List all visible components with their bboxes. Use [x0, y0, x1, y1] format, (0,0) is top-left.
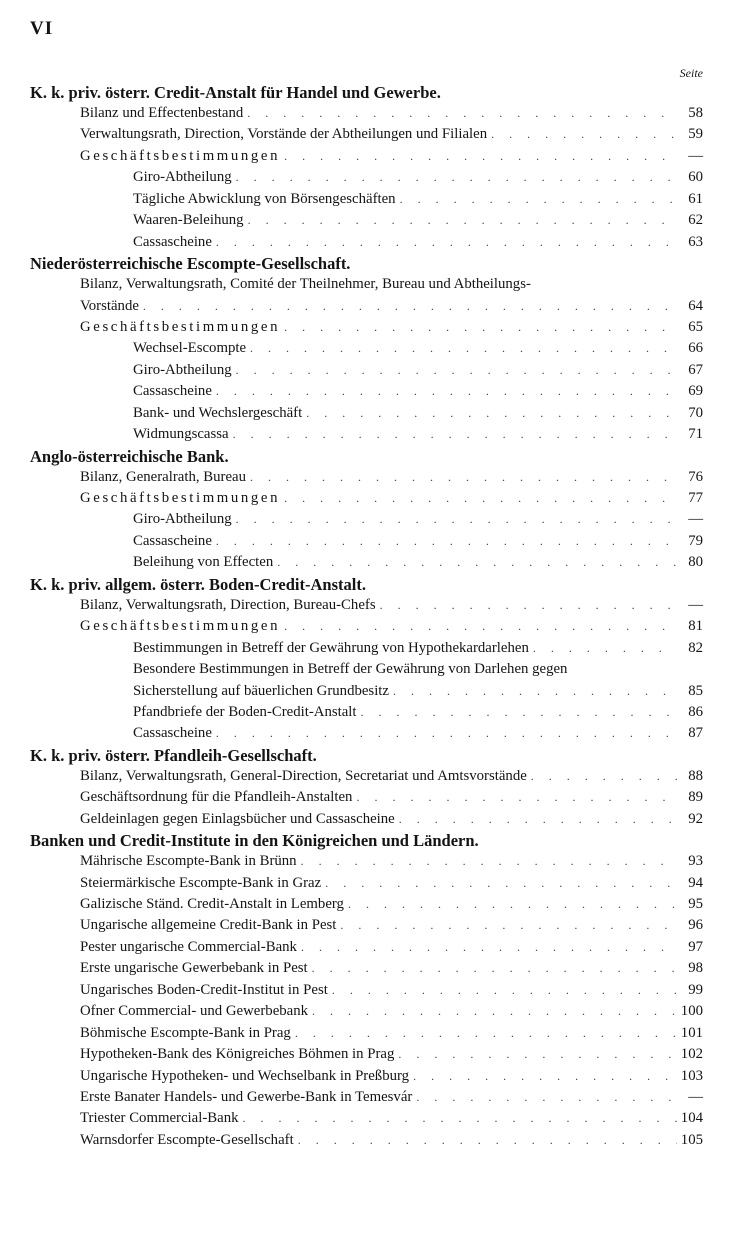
toc-entry	[133, 509, 703, 530]
toc-entry	[80, 1001, 703, 1022]
leader-dots	[413, 1066, 677, 1087]
leader-dots	[233, 424, 677, 445]
toc-entry-label: Verwaltungsrath, Direction, Vorstände der Abtheilungen und Filialen	[80, 126, 488, 143]
toc-page-number: 93	[688, 853, 703, 870]
toc-entry	[80, 595, 703, 616]
leader-dots	[301, 937, 677, 958]
toc-entry-label: Erste ungarische Gewerbebank in Pest	[80, 960, 308, 977]
section-heading: K. k. priv. allgem. österr. Boden-Credit-Anstalt.	[30, 574, 366, 594]
toc-entry	[133, 403, 703, 424]
leader-dots	[380, 595, 677, 616]
toc-entry-label: Triester Commercial-Bank	[80, 1110, 239, 1127]
leader-dots	[393, 681, 677, 702]
toc-page-number: 105	[680, 1131, 703, 1148]
toc-entry	[133, 210, 703, 231]
toc-page-number: 58	[688, 105, 703, 121]
toc-entry-label: Bilanz und Effectenbestand	[80, 105, 244, 121]
toc-entry-label: Waaren-Beleihung	[133, 212, 244, 229]
toc-page-number: —	[688, 511, 703, 528]
toc-entry	[80, 809, 703, 830]
leader-dots	[399, 809, 677, 830]
toc-entry-continuation: Vorstände	[80, 297, 139, 314]
toc-entry	[133, 531, 703, 552]
toc-entry-label: Beleihung von Effecten	[133, 554, 274, 571]
toc-page-number: 63	[688, 233, 703, 250]
toc-entry-label: Erste Banater Handels- und Gewerbe-Bank in Temesvár	[80, 1088, 413, 1105]
toc-page-number: 101	[680, 1024, 703, 1041]
leader-dots	[312, 1001, 677, 1022]
toc-entry	[133, 167, 703, 188]
toc-entry	[80, 958, 703, 979]
toc-entry-label: Bilanz, Generalrath, Bureau	[80, 468, 246, 485]
toc-entry	[80, 1130, 703, 1151]
toc-page-number: 86	[688, 703, 703, 720]
toc-entry	[133, 381, 703, 402]
leader-dots	[216, 232, 677, 253]
toc-entry-label: Hypotheken-Bank des Königreiches Böhmen in Prag	[80, 1046, 395, 1063]
toc-page-number: 104	[680, 1110, 703, 1127]
leader-dots	[301, 851, 677, 872]
toc-entry-label: Giro-Abtheilung	[133, 169, 232, 186]
section-heading: Banken und Credit-Institute in den Königreichen und Ländern.	[30, 831, 479, 851]
leader-dots	[531, 766, 677, 787]
leader-dots	[284, 616, 677, 637]
toc-entry	[80, 873, 703, 894]
leader-dots	[325, 873, 677, 894]
toc-entry-label: Pester ungarische Commercial-Bank	[80, 938, 297, 955]
toc-entry	[80, 766, 703, 787]
toc-entry-label: Geschäftsbestimmungen	[80, 147, 281, 164]
toc-page-number: 88	[688, 767, 703, 784]
toc-entry-label: Mährische Escompte-Bank in Brünn	[80, 853, 297, 870]
leader-dots	[356, 787, 677, 808]
toc-entry-label: Ungarische Hypotheken- und Wechselbank in Preßburg	[80, 1067, 410, 1084]
page-number: VI	[30, 18, 54, 39]
toc-page-number: —	[688, 596, 703, 613]
leader-dots	[332, 980, 677, 1001]
toc-entry	[80, 894, 703, 915]
toc-entry	[80, 103, 703, 124]
toc-page-number: 89	[688, 789, 703, 806]
toc-page-number: 87	[688, 725, 703, 742]
toc-entry-label: Tägliche Abwicklung von Börsengeschäften	[133, 190, 396, 207]
toc-entry-label: Pfandbriefe der Boden-Credit-Anstalt	[133, 703, 357, 720]
toc-entry-label: Ofner Commercial- und Gewerbebank	[80, 1003, 309, 1020]
toc-page-number: 69	[688, 383, 703, 400]
toc-page-number: 102	[680, 1046, 703, 1063]
toc-entry	[80, 1087, 703, 1108]
toc-entry-label: Geschäftsbestimmungen	[80, 490, 281, 506]
section-heading: Anglo-österreichische Bank.	[30, 446, 229, 466]
toc-entry	[80, 937, 703, 958]
leader-dots	[247, 103, 677, 124]
toc-entry	[133, 723, 703, 744]
toc-entry	[80, 1044, 703, 1065]
seite-column-header: Seite	[679, 66, 703, 80]
toc-entry-label: Cassascheine	[133, 383, 212, 400]
toc-page-number: 66	[688, 340, 703, 357]
toc-entry	[133, 681, 703, 702]
table-of-contents	[0, 82, 732, 1151]
leader-dots	[236, 167, 677, 188]
toc-entry-label: Warnsdorfer Escompte-Gesellschaft	[80, 1131, 294, 1148]
toc-page-number: 96	[688, 917, 703, 934]
toc-entry-label: Cassascheine	[133, 725, 212, 742]
leader-dots	[243, 1108, 677, 1129]
leader-dots	[398, 1044, 676, 1065]
toc-page-number: 85	[688, 682, 703, 699]
toc-entry-label: Wechsel-Escompte	[133, 340, 247, 357]
toc-entry	[80, 1023, 703, 1044]
toc-entry-label: Cassascheine	[133, 532, 212, 549]
leader-dots	[533, 638, 677, 659]
toc-page-number: 81	[688, 618, 703, 635]
leader-dots	[143, 296, 677, 317]
leader-dots	[491, 124, 677, 145]
leader-dots	[284, 317, 677, 338]
toc-entry-label: Bank- und Wechslergeschäft	[133, 404, 303, 421]
toc-entry	[133, 424, 703, 445]
toc-page-number: 71	[688, 426, 703, 443]
toc-entry	[80, 124, 703, 145]
leader-dots	[236, 360, 677, 381]
toc-entry-label: Ungarische allgemeine Credit-Bank in Pest	[80, 917, 337, 934]
toc-entry	[133, 702, 703, 723]
toc-entry-label: Bilanz, Verwaltungsrath, Comité der Theilnehmer, Bureau und Abtheilungs-	[80, 276, 531, 293]
toc-page-number: 97	[688, 938, 703, 955]
toc-page-number: —	[688, 1088, 703, 1105]
toc-entry-continuation: Sicherstellung auf bäuerlichen Grundbesitz	[133, 682, 389, 699]
toc-page-number: 79	[688, 532, 703, 549]
toc-page-number: 80	[688, 554, 703, 571]
toc-entry-label: Besondere Bestimmungen in Betreff der Gewährung von Darlehen gegen	[133, 661, 568, 678]
leader-dots	[284, 146, 677, 167]
toc-entry	[80, 787, 703, 808]
toc-page-number: 95	[688, 896, 703, 912]
toc-entry	[80, 915, 703, 936]
toc-entry	[80, 1108, 703, 1129]
leader-dots	[295, 1023, 677, 1044]
leader-dots	[416, 1087, 677, 1108]
leader-dots	[361, 702, 677, 723]
toc-page-number: 70	[688, 404, 703, 421]
toc-page-number: 94	[688, 874, 703, 891]
toc-entry-label: Geschäftsbestimmungen	[80, 618, 281, 635]
toc-page-number: 76	[688, 468, 703, 485]
leader-dots	[298, 1130, 677, 1151]
section-heading: Niederösterreichische Escompte-Gesellschaft.	[30, 254, 351, 274]
toc-page-number: 77	[688, 490, 703, 506]
toc-entry	[80, 488, 703, 509]
leader-dots	[312, 958, 677, 979]
toc-entry-label: Geschäftsbestimmungen	[80, 318, 281, 335]
leader-dots	[306, 403, 677, 424]
leader-dots	[216, 381, 677, 402]
toc-page-number: —	[688, 147, 703, 164]
toc-page-number: 59	[688, 126, 703, 143]
toc-entry-label: Bilanz, Verwaltungsrath, General-Direction, Secretariat und Amtsvorstände	[80, 767, 527, 784]
toc-entry	[133, 338, 703, 359]
toc-entry	[80, 851, 703, 872]
toc-entry	[80, 1066, 703, 1087]
toc-page-number: 60	[688, 169, 703, 186]
toc-page-number: 61	[688, 190, 703, 207]
toc-entry	[133, 552, 703, 573]
leader-dots	[250, 467, 677, 488]
leader-dots	[277, 552, 677, 573]
toc-entry-label: Giro-Abtheilung	[133, 361, 232, 378]
toc-entry	[80, 467, 703, 488]
section-heading: K. k. priv. österr. Credit-Anstalt für Handel und Gewerbe.	[30, 83, 441, 102]
leader-dots	[250, 338, 677, 359]
toc-entry	[80, 317, 703, 338]
toc-entry	[133, 189, 703, 210]
leader-dots	[284, 488, 677, 509]
leader-dots	[248, 210, 677, 231]
toc-entry	[133, 638, 703, 659]
toc-entry-label: Bestimmungen in Betreff der Gewährung von Hypothekardarlehen	[133, 639, 529, 656]
section-heading: K. k. priv. österr. Pfandleih-Gesellschaft.	[30, 745, 317, 765]
toc-page-number: 67	[688, 361, 703, 378]
toc-entry	[80, 296, 703, 317]
toc-page-number: 103	[680, 1067, 703, 1084]
toc-entry	[80, 146, 703, 167]
leader-dots	[216, 531, 677, 552]
leader-dots	[348, 894, 677, 915]
toc-entry	[80, 980, 703, 1001]
leader-dots	[216, 723, 677, 744]
leader-dots	[400, 189, 677, 210]
toc-entry	[133, 360, 703, 381]
leader-dots	[340, 915, 677, 936]
toc-page-number: 100	[680, 1003, 703, 1020]
toc-entry-label: Ungarisches Boden-Credit-Institut in Pest	[80, 981, 328, 998]
toc-page-number: 92	[688, 810, 703, 827]
toc-page-number: 82	[688, 639, 703, 656]
toc-entry-label: Bilanz, Verwaltungsrath, Direction, Bureau-Chefs	[80, 596, 376, 613]
toc-page-number: 98	[688, 960, 703, 977]
toc-page-number: 64	[688, 297, 703, 314]
toc-entry	[80, 616, 703, 637]
toc-entry-label: Galizische Ständ. Credit-Anstalt in Lemberg	[80, 896, 344, 912]
toc-page-number: 99	[688, 981, 703, 998]
toc-entry	[133, 232, 703, 253]
toc-entry-label: Böhmische Escompte-Bank in Prag	[80, 1024, 291, 1041]
toc-entry-label: Widmungscassa	[133, 426, 229, 443]
toc-entry-label: Geldeinlagen gegen Einlagsbücher und Cassascheine	[80, 810, 395, 827]
toc-page-number: 65	[688, 318, 703, 335]
toc-page-number: 62	[688, 212, 703, 229]
toc-entry-label: Steiermärkische Escompte-Bank in Graz	[80, 874, 322, 891]
toc-entry-label: Geschäftsordnung für die Pfandleih-Anstalten	[80, 789, 353, 806]
leader-dots	[236, 509, 677, 530]
toc-entry-label: Cassascheine	[133, 233, 212, 250]
toc-entry-label: Giro-Abtheilung	[133, 511, 232, 528]
